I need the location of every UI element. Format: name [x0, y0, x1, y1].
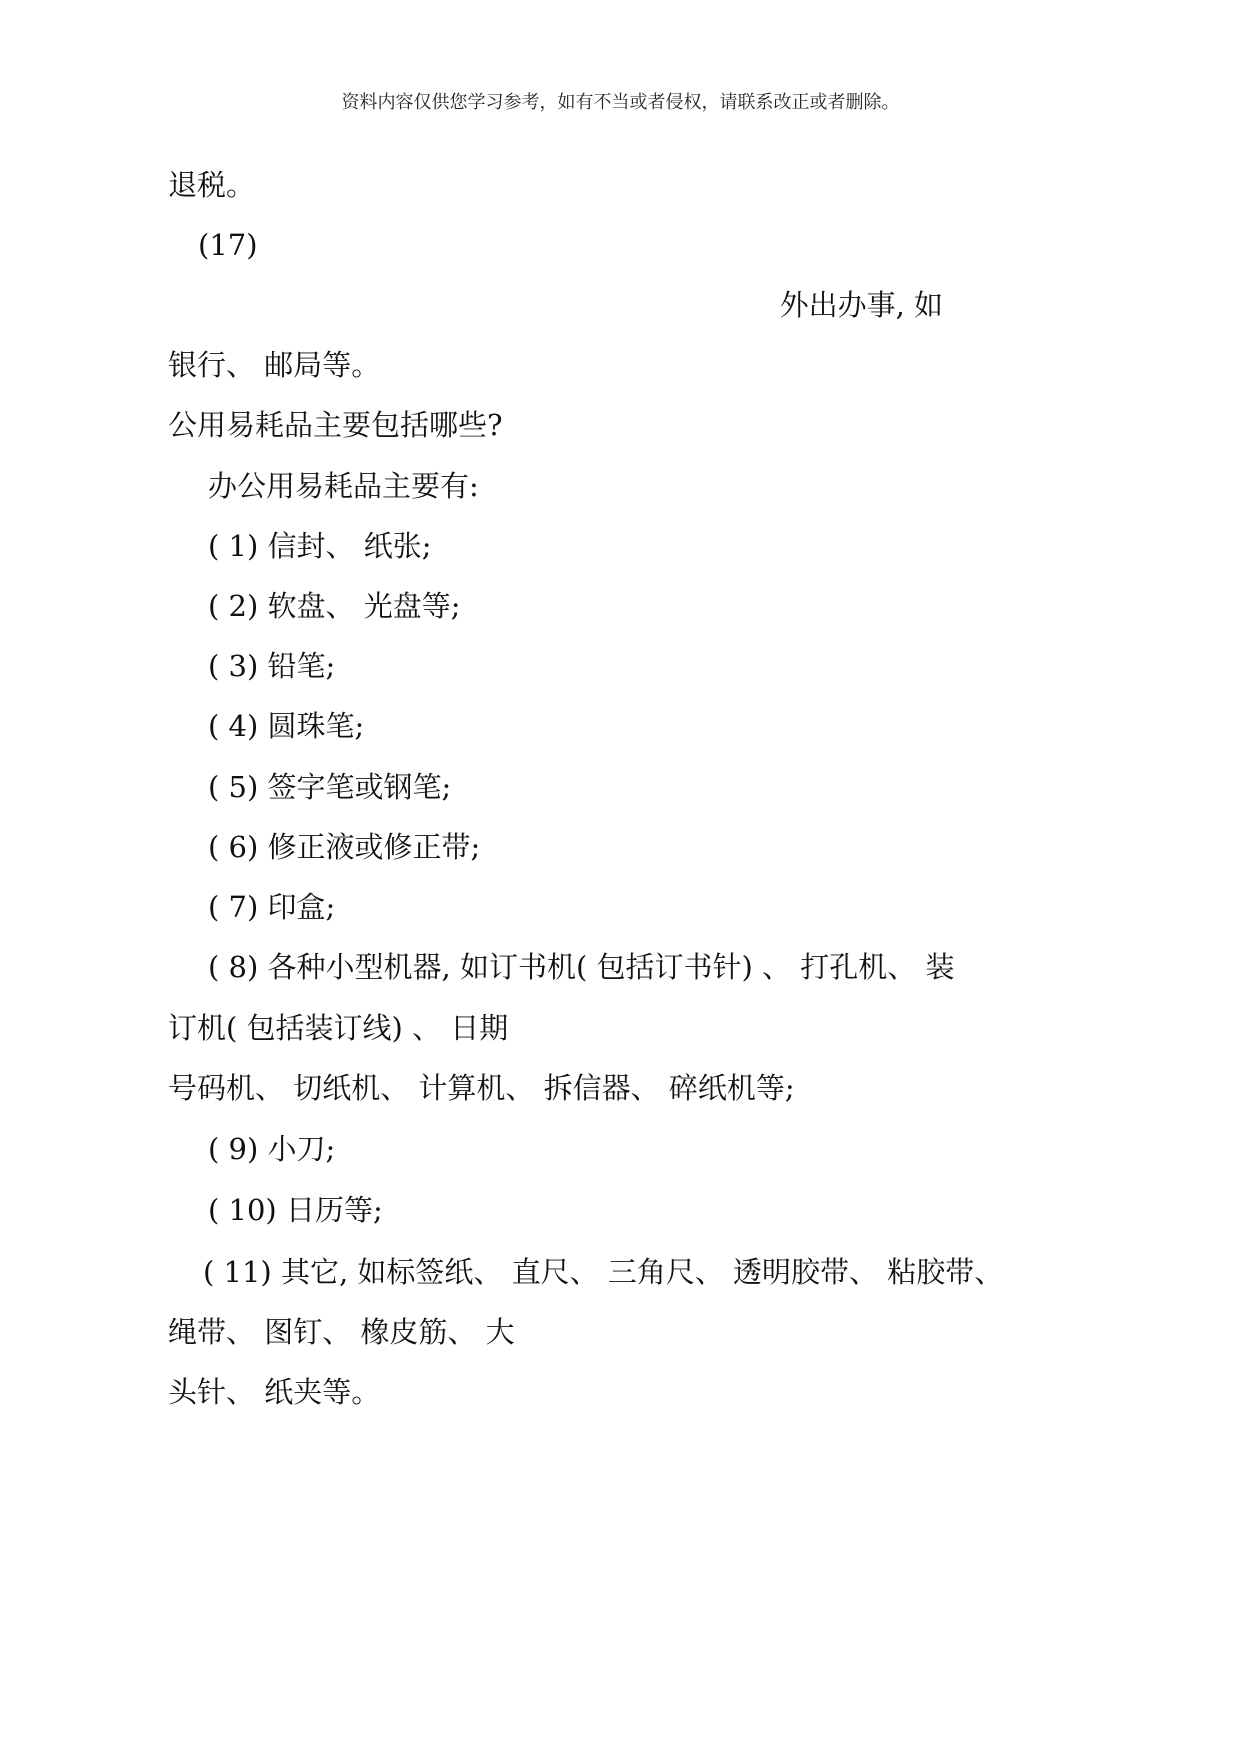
section-intro: 办公用易耗品主要有: [208, 469, 479, 503]
text-line-tax-refund: 退税。 [168, 168, 256, 202]
list-item-11-cont-1: 绳带、 图钉、 橡皮筋、 大 [168, 1315, 515, 1349]
list-item-8: ( 8) 各种小型机器, 如订书机( 包括订书针) 、 打孔机、 装 [208, 950, 955, 984]
header-notice: 资料内容仅供您学习参考，如有不当或者侵权，请联系改正或者删除。 [341, 92, 900, 113]
text-line-item-17: (17) [198, 228, 258, 262]
list-item-4: ( 4) 圆珠笔; [208, 709, 365, 743]
text-line-bank-post: 银行、 邮局等。 [168, 348, 381, 382]
list-item-11-cont-2: 头针、 纸夹等。 [168, 1375, 381, 1409]
section-question: 公用易耗品主要包括哪些? [168, 408, 503, 442]
list-item-9: ( 9) 小刀; [208, 1132, 336, 1166]
list-item-7: ( 7) 印盒; [208, 890, 336, 924]
list-item-5: ( 5) 签字笔或钢笔; [208, 770, 452, 804]
text-line-errands: 外出办事, 如 [779, 288, 943, 322]
list-item-2: ( 2) 软盘、 光盘等; [208, 589, 461, 623]
list-item-8-cont-2: 号码机、 切纸机、 计算机、 拆信器、 碎纸机等; [168, 1071, 795, 1105]
list-item-6: ( 6) 修正液或修正带; [208, 830, 481, 864]
list-item-11: ( 11) 其它, 如标签纸、 直尺、 三角尺、 透明胶带、 粘胶带、 [203, 1255, 1004, 1289]
list-item-1: ( 1) 信封、 纸张; [208, 529, 432, 563]
list-item-8-cont-1: 订机( 包括装订线) 、 日期 [168, 1011, 509, 1045]
list-item-10: ( 10) 日历等; [208, 1193, 383, 1227]
list-item-3: ( 3) 铅笔; [208, 649, 336, 683]
